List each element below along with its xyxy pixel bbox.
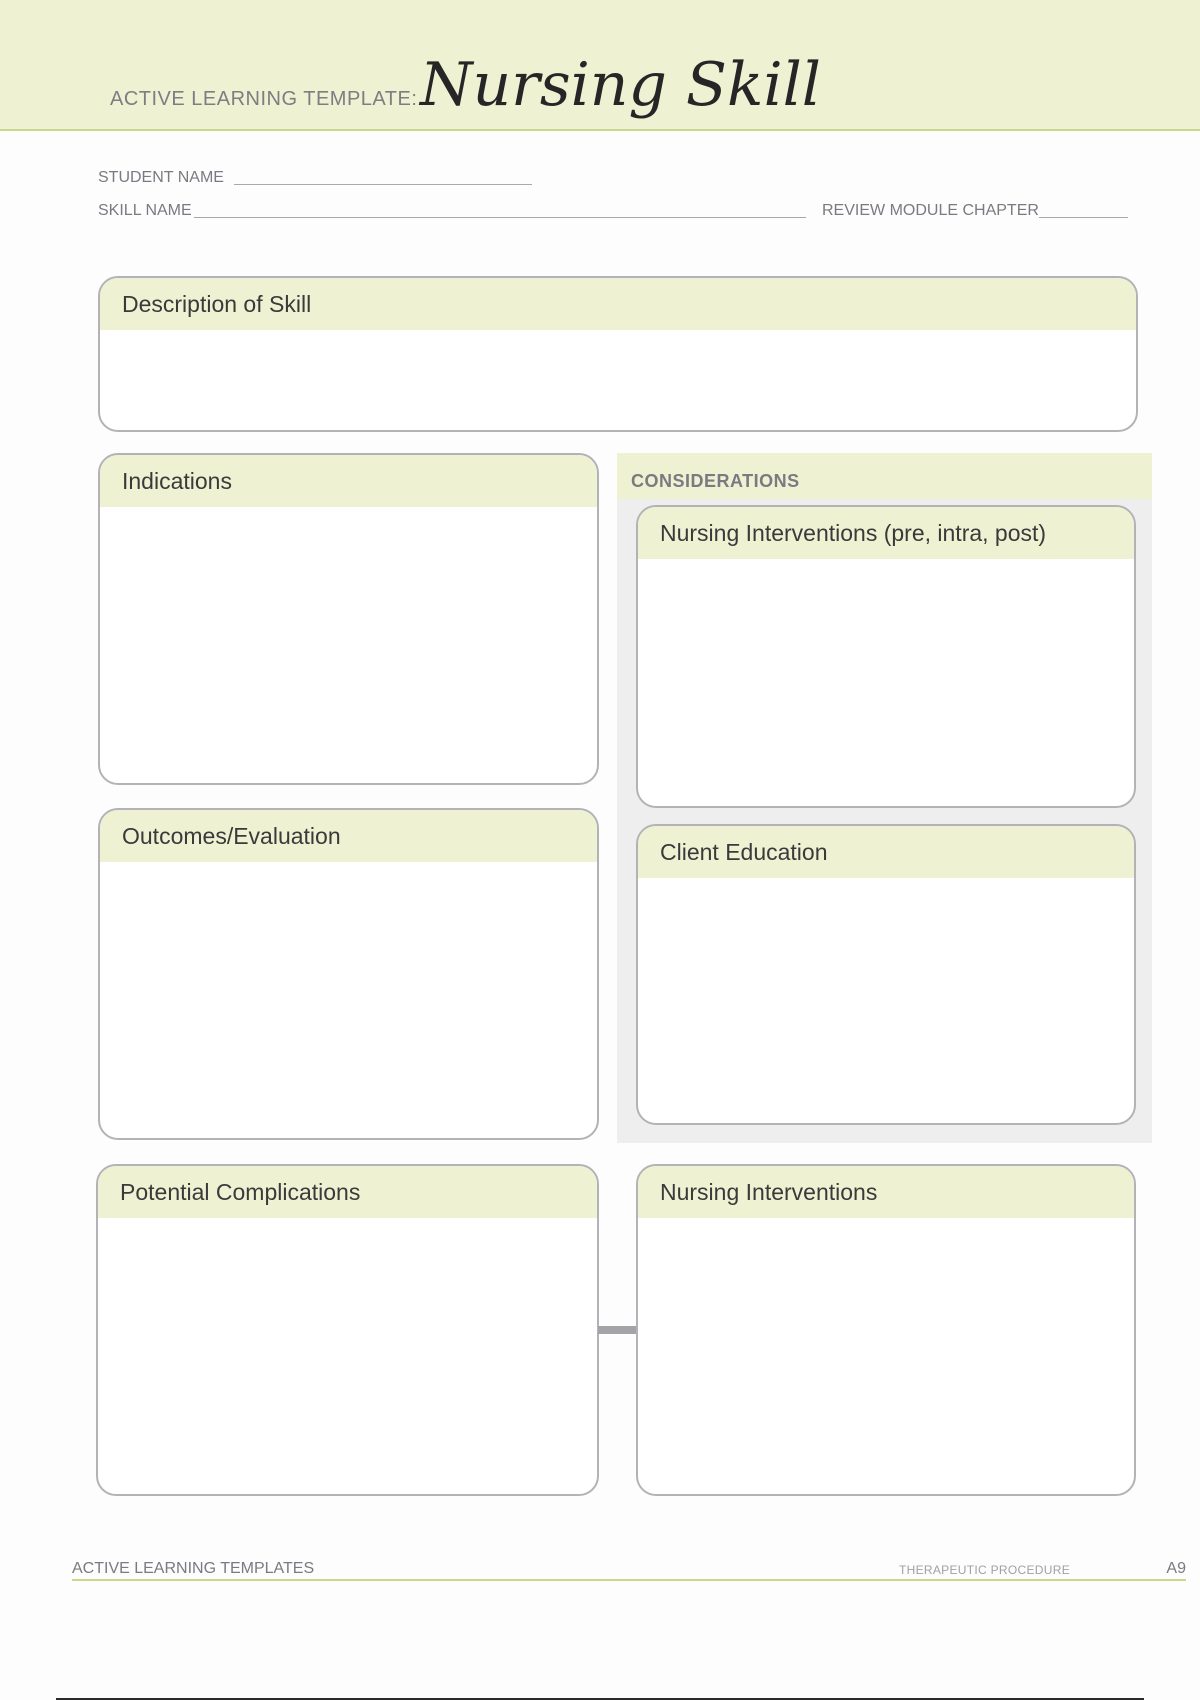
footer-divider	[72, 1579, 1186, 1581]
footer-series-title: ACTIVE LEARNING TEMPLATES	[72, 1560, 315, 1577]
footer-category: THERAPEUTIC PROCEDURE	[899, 1563, 1070, 1577]
review-module-chapter-label: REVIEW MODULE CHAPTER	[822, 202, 1039, 219]
nursing-interventions-heading: Nursing Interventions	[638, 1166, 1134, 1218]
nursing-interventions-pre-intra-post-box[interactable]	[636, 505, 1136, 808]
considerations-header	[617, 453, 1152, 499]
page-title: Nursing Skill	[420, 50, 821, 120]
template-label: ACTIVE LEARNING TEMPLATE:	[110, 88, 418, 110]
client-education-heading: Client Education	[638, 826, 1134, 878]
considerations-heading: CONSIDERATIONS	[631, 471, 800, 491]
connector-bar	[598, 1326, 636, 1334]
indications-box[interactable]	[98, 453, 599, 785]
outcomes-evaluation-heading: Outcomes/Evaluation	[100, 810, 597, 862]
student-name-field[interactable]	[234, 184, 532, 185]
header-band	[0, 0, 1200, 131]
review-module-chapter-field[interactable]	[1039, 217, 1128, 218]
student-name-label: STUDENT NAME	[98, 169, 224, 186]
potential-complications-heading: Potential Complications	[98, 1166, 597, 1218]
potential-complications-box[interactable]	[96, 1164, 599, 1496]
nursing-interventions-pre-intra-post-heading: Nursing Interventions (pre, intra, post)	[638, 507, 1134, 559]
description-of-skill-box[interactable]	[98, 276, 1138, 432]
skill-name-field[interactable]	[194, 217, 806, 218]
outcomes-evaluation-box[interactable]	[98, 808, 599, 1140]
description-of-skill-heading: Description of Skill	[100, 278, 1136, 330]
footer-page-number: A9	[1166, 1560, 1186, 1577]
skill-name-label: SKILL NAME	[98, 202, 192, 219]
indications-heading: Indications	[100, 455, 597, 507]
nursing-interventions-box[interactable]	[636, 1164, 1136, 1496]
client-education-box[interactable]	[636, 824, 1136, 1125]
